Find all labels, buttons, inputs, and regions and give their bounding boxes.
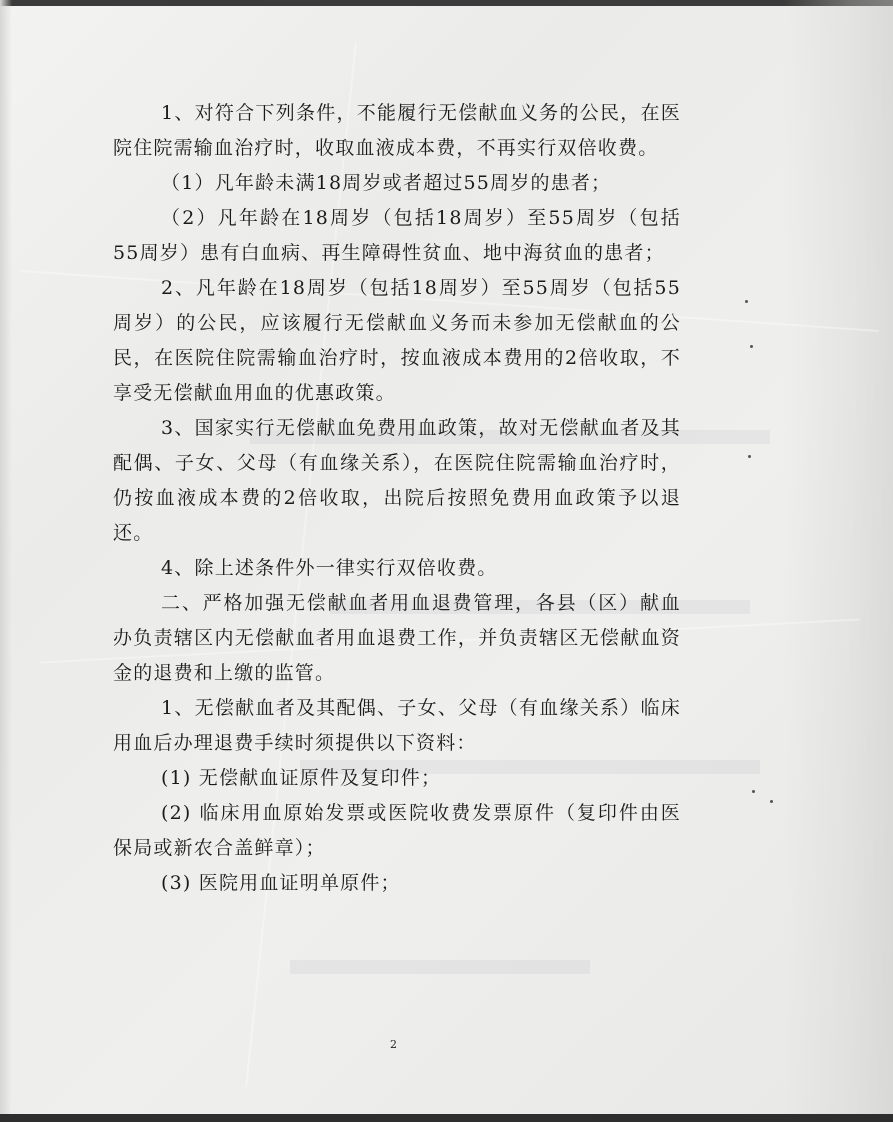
paragraph: 2、凡年龄在18周岁（包括18周岁）至55周岁（包括55周岁）的公民，应该履行无偿献血义务而未参加无偿献血的公民，在医院住院需输血治疗时，按血液成本费用的2倍收取，不享受无偿献血用血的优惠政策。 xyxy=(113,277,681,404)
scan-left-edge xyxy=(0,0,12,1122)
paragraph: 4、除上述条件外一律实行双倍收费。 xyxy=(161,557,498,579)
scan-speck xyxy=(752,790,755,793)
page-number: 2 xyxy=(390,1038,397,1051)
paragraph: (2) 临床用血原始发票或医院收费发票原件（复印件由医保局或新农合盖鲜章）； xyxy=(113,802,681,859)
scan-top-edge xyxy=(0,0,893,6)
scan-speck xyxy=(748,455,751,458)
scan-speck xyxy=(770,800,773,803)
scan-speck xyxy=(745,300,748,303)
paper-shadow xyxy=(783,0,893,1122)
document-body xyxy=(113,96,681,901)
scan-bottom-edge xyxy=(0,1114,893,1122)
paragraph: （2）凡年龄在18周岁（包括18周岁）至55周岁（包括55周岁）患有白血病、再生障碍性贫血、地中海贫血的患者； xyxy=(113,207,681,264)
paragraph: 3、国家实行无偿献血免费用血政策，故对无偿献血者及其配偶、子女、父母（有血缘关系），在医院住院需输血治疗时，仍按血液成本费的2倍收取，出院后按照免费用血政策予以退还。 xyxy=(113,417,681,544)
paragraph: (3) 医院用血证明单原件； xyxy=(161,872,401,894)
paragraph: (1) 无偿献血证原件及复印件； xyxy=(161,767,442,789)
scan-speck xyxy=(750,345,753,348)
paragraph: （1）凡年龄未满18周岁或者超过55周岁的患者； xyxy=(161,172,612,194)
bleed-through-mark xyxy=(290,960,590,974)
paragraph: 1、无偿献血者及其配偶、子女、父母（有血缘关系）临床用血后办理退费手续时须提供以下资料： xyxy=(113,697,681,754)
paragraph: 1、对符合下列条件，不能履行无偿献血义务的公民，在医院住院需输血治疗时，收取血液成本费，不再实行双倍收费。 xyxy=(113,102,681,159)
paragraph: 二、严格加强无偿献血者用血退费管理，各县（区）献血办负责辖区内无偿献血者用血退费工作，并负责辖区无偿献血资金的退费和上缴的监管。 xyxy=(113,592,681,684)
